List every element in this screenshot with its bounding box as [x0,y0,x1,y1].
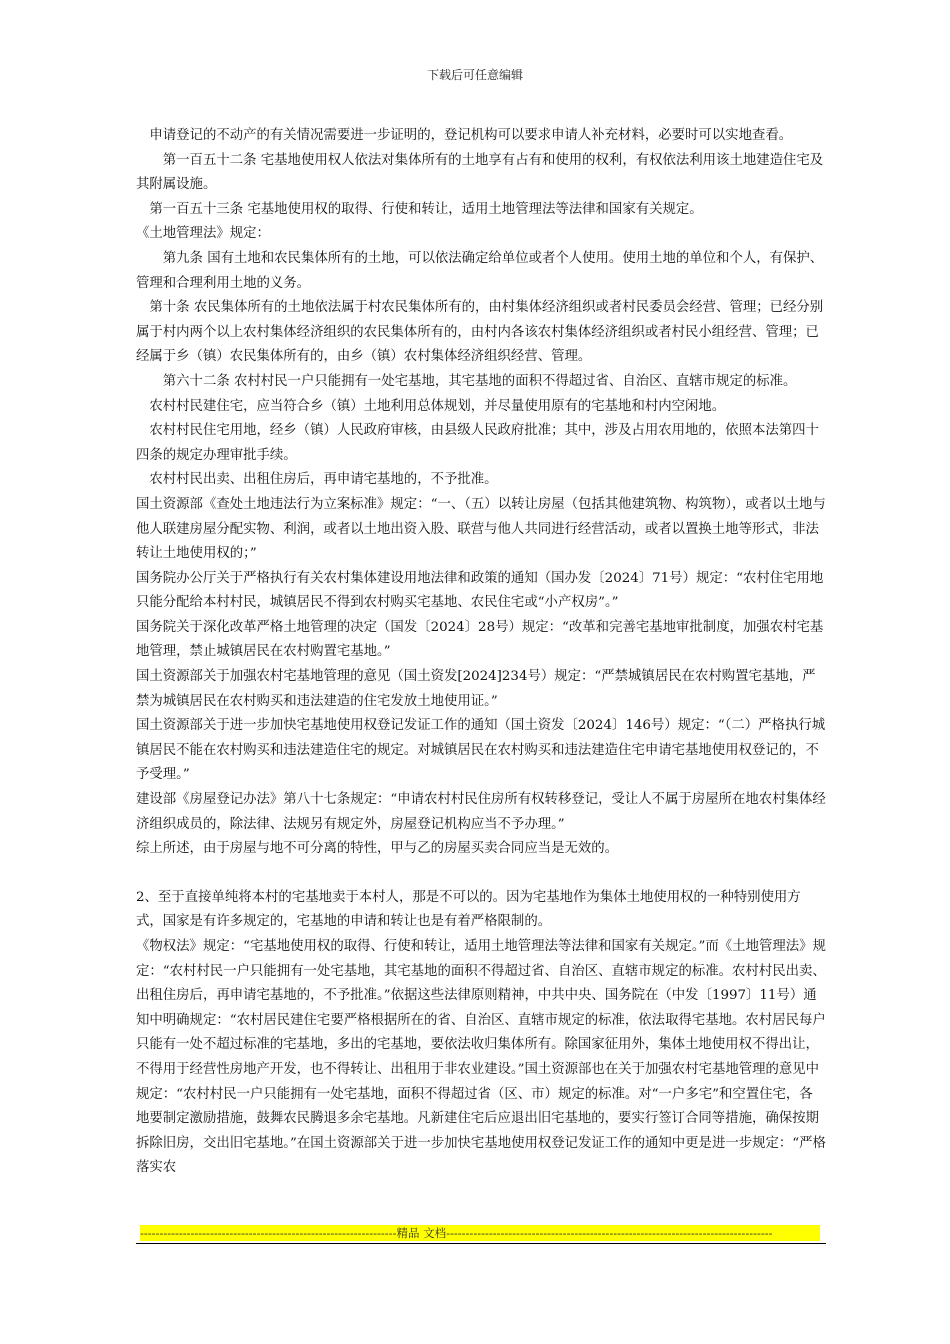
paragraph: 第十条 农民集体所有的土地依法属于村农民集体所有的，由村集体经济组织或者村民委员会经营、管理；已经分别属于村内两个以上农村集体经济组织的农民集体所有的，由村内各该农村集体经济组织或者村民小组经营、管理；已经属于乡（镇）农民集体所有的，由乡（镇）农村集体经济组织经营、管理。 [136,300,824,365]
paragraph: 国土资源部《查处土地违法行为立案标准》规定：“一、（五）以转让房屋（包括其他建筑物、构筑物），或者以土地与他人联建房屋分配实物、利润，或者以土地出资入股、联营与他人共同进行经营活动，或者以置换土地等形式，非法转让土地使用权的；” [136,496,826,562]
paragraph: 第九条 国有土地和农民集体所有的土地，可以依法确定给单位或者个人使用。使用土地的单位和个人，有保护、管理和合理利用土地的义务。 [136,250,824,291]
footer-banner: ------------------------------------------------------------------精品 文档------------------------------------------------------------------------------------ [140,1225,820,1241]
paragraph: 2、至于直接单纯将本村的宅基地卖于本村人，那是不可以的。因为宅基地作为集体土地使用权的一种特别使用方式，国家是有许多规定的，宅基地的申请和转让也是有着严格限制的。 [136,889,801,930]
paragraph: 综上所述，由于房屋与地不可分离的特性，甲与乙的房屋买卖合同应当是无效的。 [136,841,619,857]
paragraph: 《土地管理法》规定： [136,226,270,242]
paragraph: 国务院关于深化改革严格土地管理的决定（国发〔2024〕28号）规定：“改革和完善宅基地审批制度，加强农村宅基地管理，禁止城镇居民在农村购置宅基地。” [136,619,824,660]
paragraph: 国土资源部关于进一步加快宅基地使用权登记发证工作的通知（国土资发〔2024〕146号）规定：“（二）严格执行城镇居民不能在农村购买和违法建造住宅的规定。对城镇居民在农村购买和违法建造住宅申请宅基地使用权登记的，不予受理。” [136,718,826,783]
footer-divider [136,1243,826,1244]
paragraph: 《物权法》规定：“宅基地使用权的取得、行使和转让，适用土地管理法等法律和国家有关规定。”而《土地管理法》规定：“农村村民一户只能拥有一处宅基地，其宅基地的面积不得超过省、自治区、直辖市规定的标准。农村村民出卖、出租住房后，再申请宅基地的，不予批准。”依据这些法律原则精神，中共中央、国务院在（中发〔1997〕11号）通知中明确规定：“农村居民建住宅要严格根据所在的省、自治区、直辖市规定的标准，依法取得宅基地。农村居民每户只能有一处不超过标准的宅基地，多出的宅基地，要依法收归集体所有。除国家征用外，集体土地使用权不得出让，不得用于经营性房地产开发，也不得转让、出租用于非农业建设。”国土资源部也在关于加强农村宅基地管理的意见中规定：“农村村民一户只能拥有一处宅基地，面积不得超过省（区、市）规定的标准。对“一户多宅”和空置住宅，各地要制定激励措施，鼓舞农民腾退多余宅基地。凡新建住宅后应退出旧宅基地的，要实行签订合同等措施，确保按期拆除旧房，交出旧宅基地。”在国土资源部关于进一步加快宅基地使用权登记发证工作的通知中更是进一步规定：“严格落实农 [136,939,826,1176]
paragraph: 农村村民住宅用地，经乡（镇）人民政府审核，由县级人民政府批准；其中，涉及占用农用地的，依照本法第四十四条的规定办理审批手续。 [136,423,819,463]
paragraph: 第六十二条 农村村民一户只能拥有一处宅基地，其宅基地的面积不得超过省、自治区、直辖市规定的标准。 [136,373,797,389]
paragraph: 第一百五十二条 宅基地使用权人依法对集体所有的土地享有占有和使用的权利，有权依法利用该土地建造住宅及其附属设施。 [136,152,824,193]
paragraph: 国土资源部关于加强农村宅基地管理的意见（国土资发[2024]234号）规定：“严禁城镇居民在农村购置宅基地，严禁为城镇居民在农村购买和违法建造的住宅发放土地使用证。” [136,669,816,709]
paragraph: 国务院办公厅关于严格执行有关农村集体建设用地法律和政策的通知（国办发〔2024〕71号）规定：“农村住宅用地只能分配给本村村民，城镇居民不得到农村购买宅基地、农民住宅或“小产权房”。” [136,570,824,611]
paragraph: 农村村民出卖、出租住房后，再申请宅基地的，不予批准。 [136,472,498,488]
page-header: 下载后可任意编辑 [426,68,523,82]
paragraph-spacer [136,862,826,886]
paragraph: 申请登记的不动产的有关情况需要进一步证明的，登记机构可以要求申请人补充材料，必要时可以实地查看。 [136,128,793,143]
document-body [136,124,826,1181]
paragraph: 第一百五十三条 宅基地使用权的取得、行使和转让，适用土地管理法等法律和国家有关规定。 [136,201,703,217]
paragraph: 农村村民建住宅，应当符合乡（镇）土地利用总体规划，并尽量使用原有的宅基地和村内空闲地。 [136,398,726,414]
paragraph: 建设部《房屋登记办法》第八十七条规定：“申请农村村民住房所有权转移登记，受让人不属于房屋所在地农村集体经济组织成员的，除法律、法规另有规定外，房屋登记机构应当不予办理。” [136,792,826,832]
